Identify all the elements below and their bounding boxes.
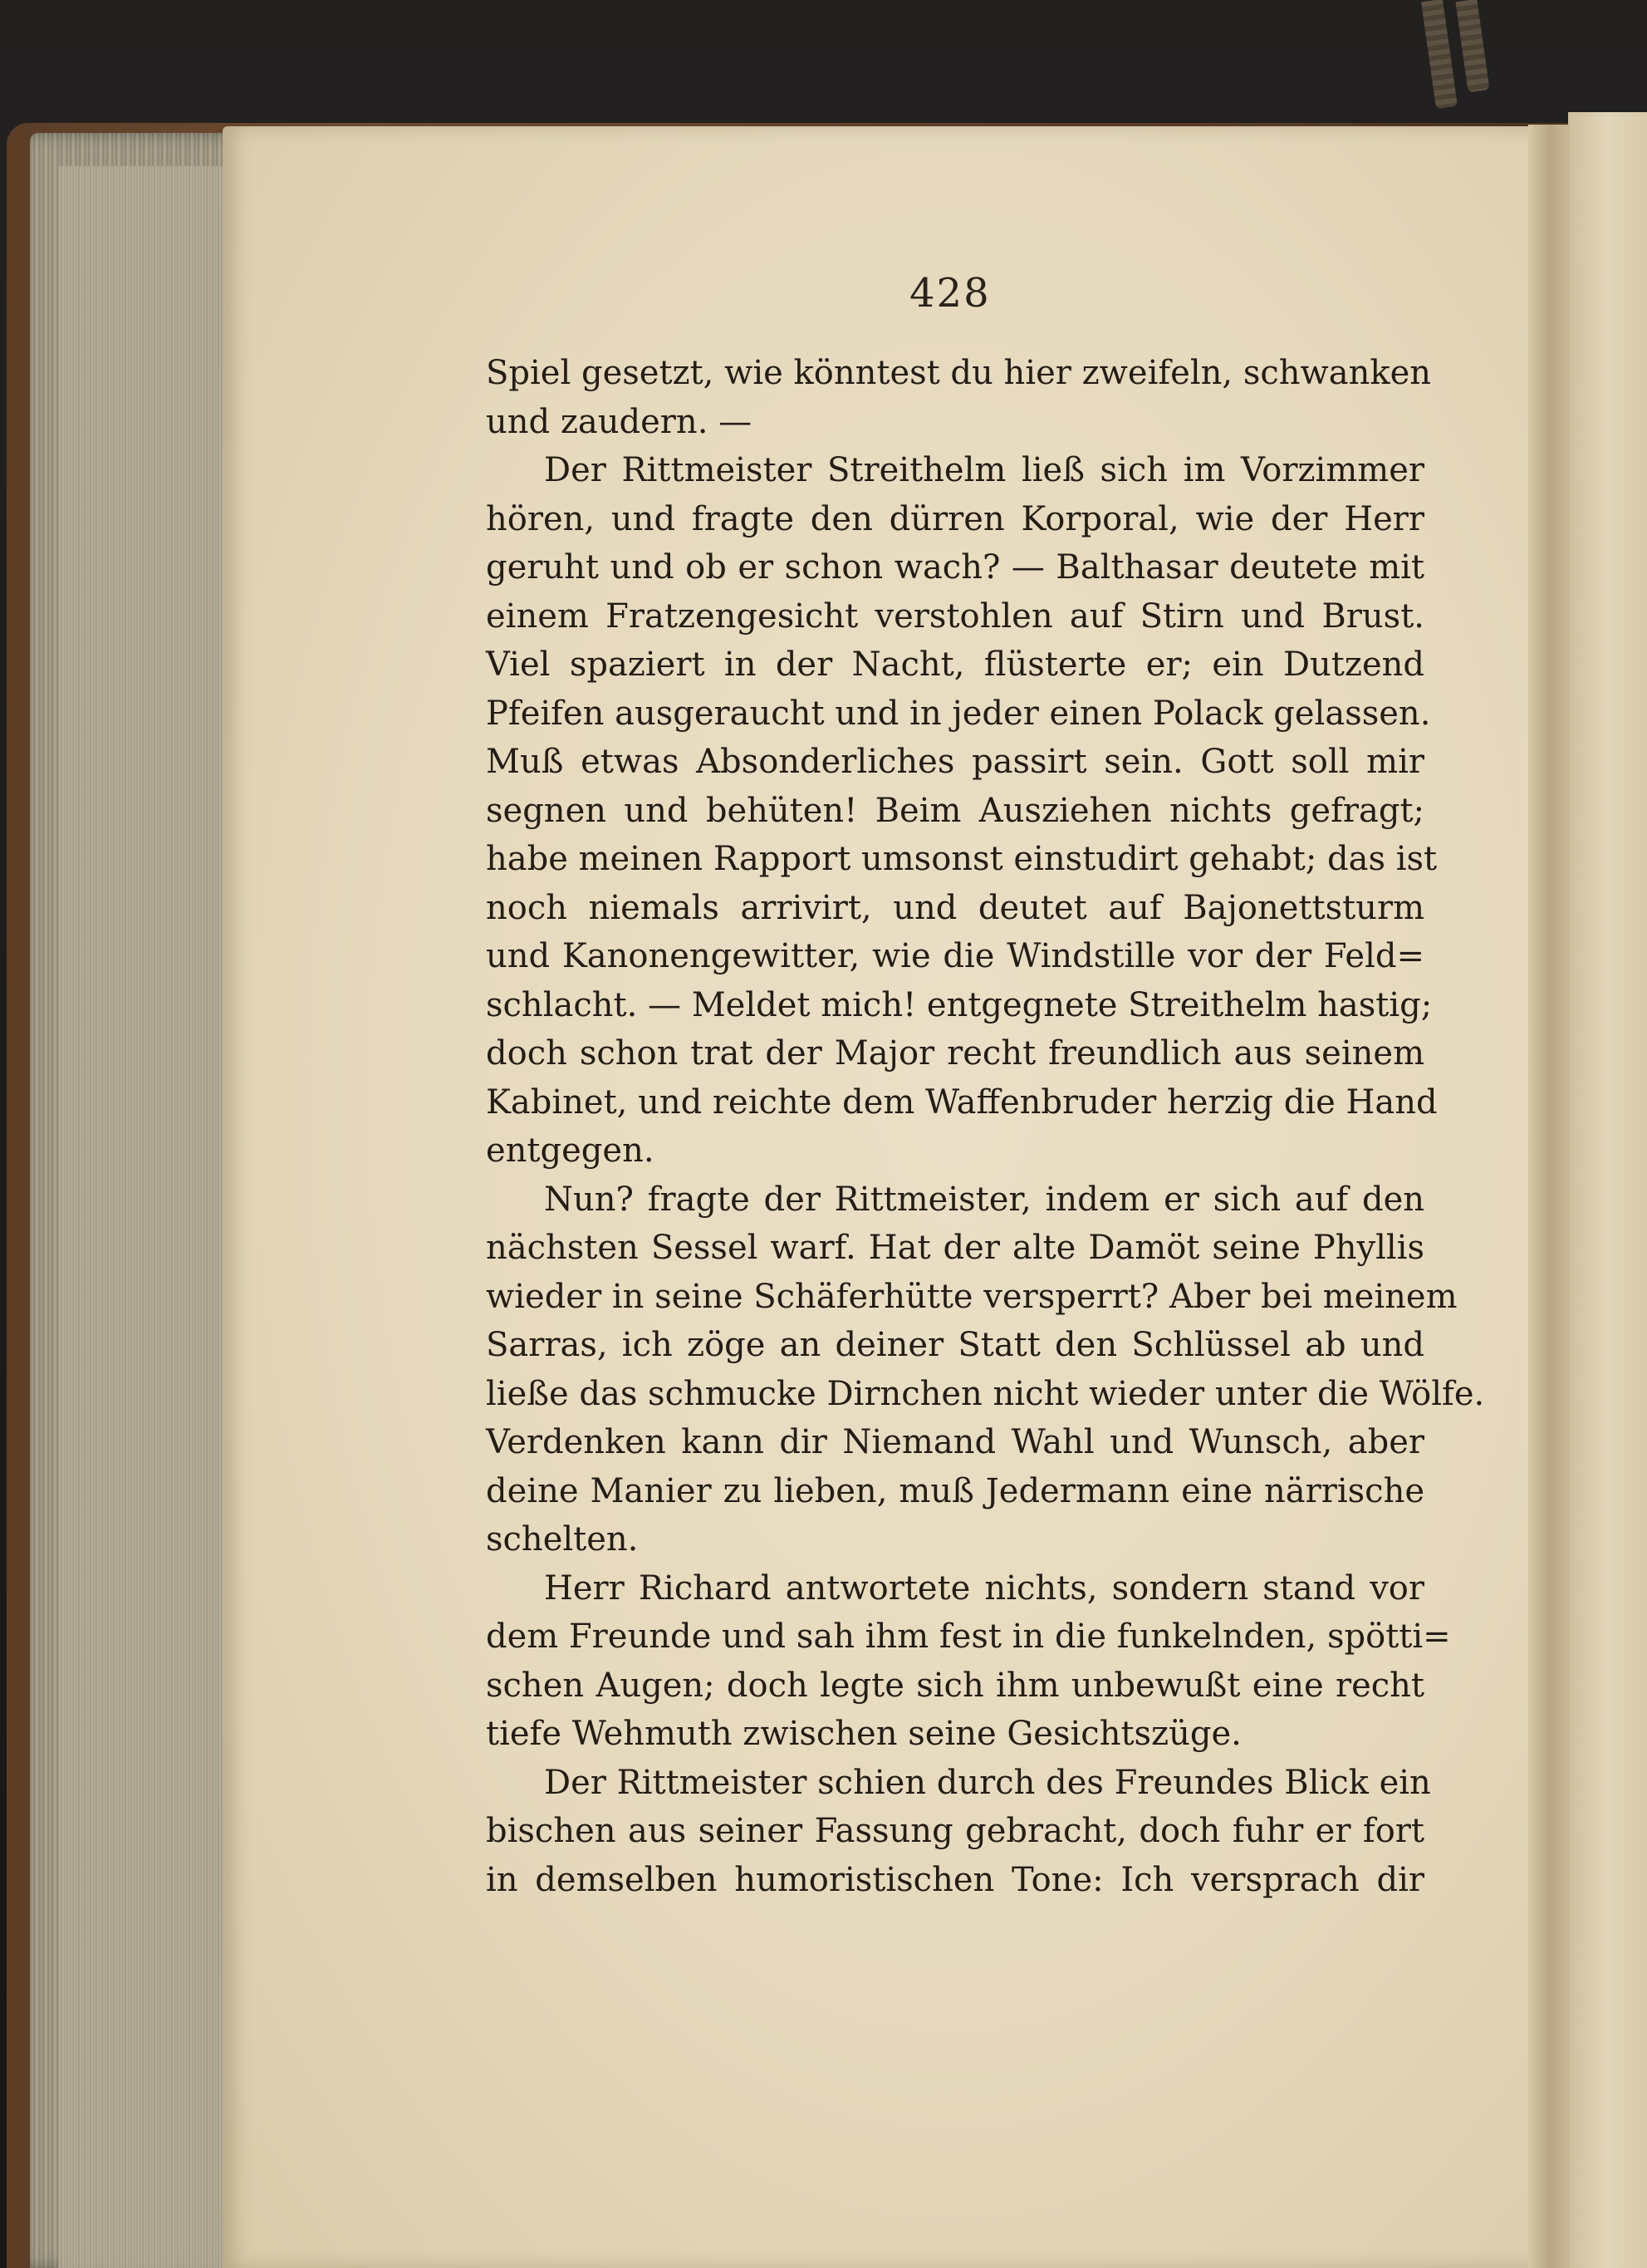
text-line: nächsten Sessel warf. Hat der alte Damöt seine Phyllis [486,1229,1424,1267]
text-line: Der Rittmeister Streithelm ließ sich im Vorzimmer [544,451,1424,489]
text-line: bischen aus seiner Fassung gebracht, doch fuhr er fort [486,1812,1424,1850]
text-line: schlacht. — Meldet mich! entgegnete Streithelm hastig; [486,985,1433,1024]
page-number: 428 [909,270,991,317]
facing-page [1568,112,1647,2268]
text-line: ließe das schmucke Dirnchen nicht wieder unter die Wölfe. [486,1374,1485,1413]
text-line: dem Freunde und sah ihm fest in die funkelnden, spötti= [486,1618,1451,1656]
text-line: segnen und behüten! Beim Ausziehen nichts gefragt; [486,791,1424,830]
bookmark-ribbon [1455,0,1489,92]
text-line: tiefe Wehmuth zwischen seine Gesichtszüge. [486,1715,1242,1753]
text-line: noch niemals arrivirt, und deutet auf Bajonettsturm [486,888,1424,927]
text-line: hören, und fragte den dürren Korporal, wie der Herr [486,499,1424,538]
text-line: in demselben humoristischen Tone: Ich versprach dir [486,1860,1424,1899]
page-text [486,349,1485,1904]
page-gutter [1528,125,1570,2268]
text-line: doch schon trat der Major recht freundlich aus seinem [486,1034,1424,1073]
text-line: Der Rittmeister schien durch des Freundes Blick ein [544,1763,1431,1802]
text-line: schelten. [486,1520,639,1559]
text-line: und Kanonengewitter, wie die Windstille vor der Feld= [486,937,1424,975]
text-line: Sarras, ich zöge an deiner Statt den Schlüssel ab und [486,1326,1424,1364]
page-edges-inner [58,166,224,2268]
text-line: Herr Richard antwortete nichts, sondern stand vor [544,1568,1424,1608]
text-line: entgegen. [486,1132,654,1170]
text-line: einem Fratzengesicht verstohlen auf Stirn und Brust. [486,596,1424,636]
text-line: Viel spaziert in der Nacht, flüsterte er; ein Dutzend [486,646,1424,684]
text-line: Pfeifen ausgeraucht und in jeder einen Polack gelassen. [486,694,1431,733]
text-line: Kabinet, und reichte dem Waffenbruder herzig die Hand [486,1082,1438,1122]
bookmark-ribbon [1421,0,1458,109]
text-line: Nun? fragte der Rittmeister, indem er sich auf den [544,1180,1424,1219]
text-line: deine Manier zu lieben, muß Jedermann eine närrische [486,1471,1424,1510]
text-line: habe meinen Rapport umsonst einstudirt gehabt; das ist [486,840,1438,878]
text-line: und zaudern. — [486,402,752,441]
text-line: Spiel gesetzt, wie könntest du hier zweifeln, schwanken [486,354,1432,392]
text-line: schen Augen; doch legte sich ihm unbewußt eine recht [486,1666,1424,1705]
text-line: Verdenken kann dir Niemand Wahl und Wunsch, aber [486,1423,1424,1461]
text-line: wieder in seine Schäferhütte versperrt? Aber bei meinem [486,1277,1458,1316]
text-line: Muß etwas Absonderliches passirt sein. Gott soll mir [486,743,1424,781]
text-line: geruht und ob er schon wach? — Balthasar deutete mit [486,548,1424,587]
